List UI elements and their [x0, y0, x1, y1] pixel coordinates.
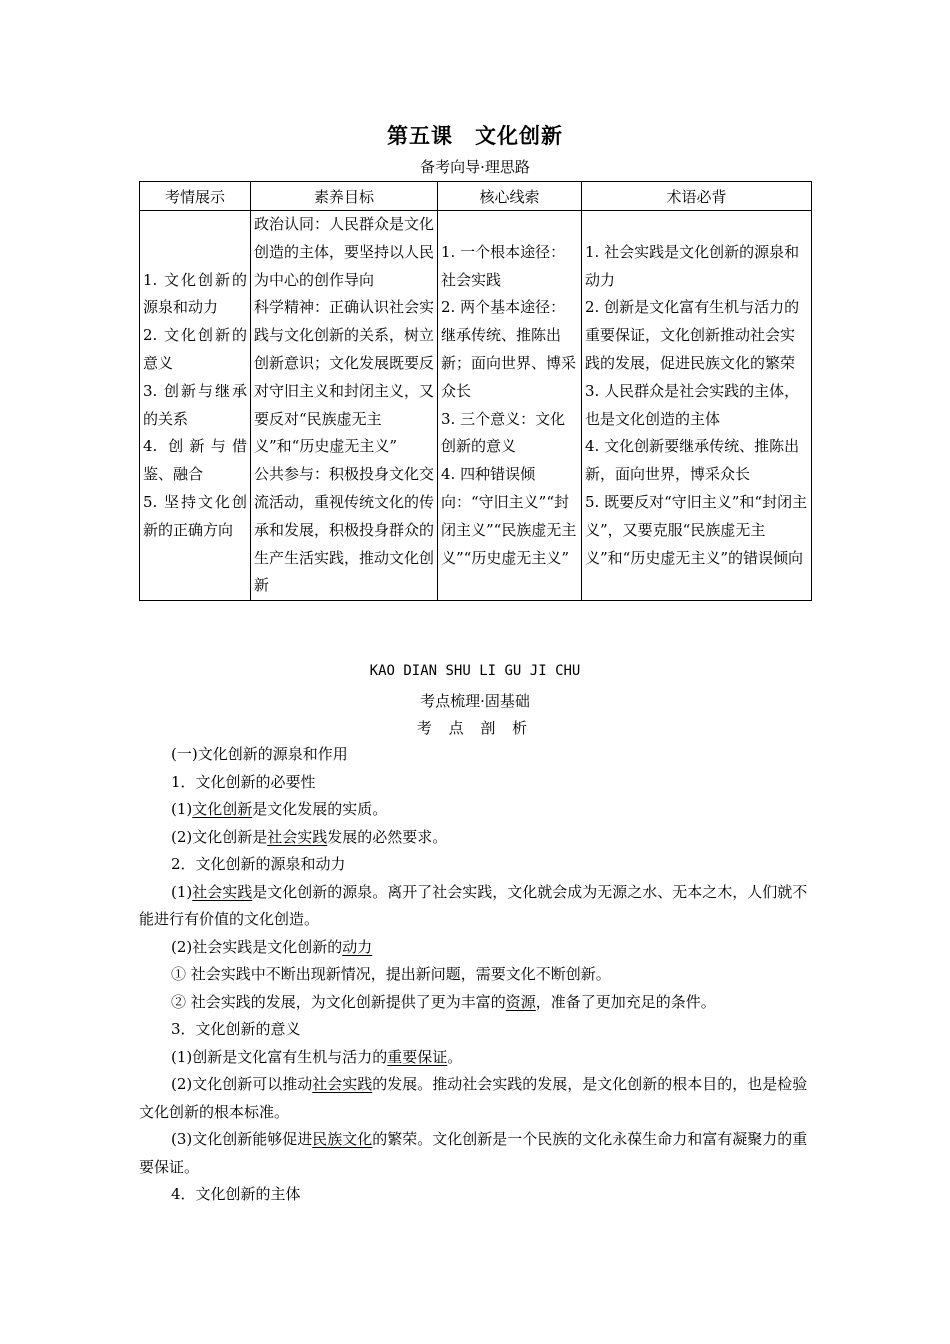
list-item: 4. 四种错误倾向：“守旧主义”“封闭主义”“民族虚无主义”“历史虚无主义”	[441, 465, 577, 567]
text: (1)	[171, 800, 193, 818]
list-item: 3. 三个意义：文化创新的意义	[441, 409, 566, 456]
paragraph	[139, 1071, 811, 1126]
lesson-subtitle: 备考向导·理思路	[420, 158, 530, 176]
study-guide-table	[139, 181, 812, 601]
terms-cell	[582, 211, 812, 601]
subheading-4: 4．文化创新的主体	[171, 1185, 301, 1203]
key-term: 社会实践	[267, 827, 328, 846]
subheading-1: 1．文化创新的必要性	[171, 772, 316, 791]
header-exam-info: 考情展示	[140, 182, 251, 211]
list-item: 4. 创新与借鉴、融合	[143, 437, 247, 484]
list-item: 2. 两个基本途径：继承传统、推陈出新；面向世界、博采众长	[441, 298, 577, 400]
key-term: 社会实践	[192, 882, 253, 901]
list-item: 1. 一个根本途径：社会实践	[441, 242, 566, 289]
table-header-row	[140, 182, 812, 211]
text: (1)	[171, 882, 193, 901]
list-item: 1. 文化创新的源泉和动力	[143, 270, 247, 317]
paragraph	[139, 824, 811, 852]
list-item: 4. 文化创新要继承传统、推陈出新，面向世界，博采众长	[585, 437, 800, 484]
lesson-title: 第五课 文化创新	[387, 124, 563, 148]
section-pinyin: KAO DIAN SHU LI GU JI CHU	[369, 663, 581, 679]
paragraph	[139, 934, 811, 962]
list-item: 2. 创新是文化富有生机与活力的重要保证，文化创新推动社会实践的发展，促进民族文化的繁荣	[585, 298, 800, 372]
key-term: 民族文化	[312, 1130, 373, 1148]
key-term: 社会实践	[312, 1075, 373, 1093]
list-item: 公共参与：积极投身文化交流活动，重视传统文化的传承和发展，积极投身群众的生产生活实践，推动文化创新	[254, 465, 435, 595]
paragraph	[139, 1044, 811, 1072]
list-item: 政治认同：人民群众是文化创造的主体，要坚持以人民为中心的创作导向	[254, 215, 435, 289]
table-row	[140, 211, 812, 601]
text: 是文化发展的实质。	[252, 800, 388, 818]
text: 。	[447, 1047, 463, 1066]
list-item: 5. 既要反对“守旧主义”和“封闭主义”，又要克服“民族虚无主义”和“历史虚无主义”的错误倾向	[585, 492, 808, 567]
text: (2)文化创新是	[171, 827, 268, 846]
list-item: 3. 人民群众是社会实践的主体，也是文化创造的主体	[585, 381, 800, 428]
key-term: 文化创新	[192, 800, 253, 818]
list-item: 3. 创新与继承的关系	[143, 381, 247, 428]
text: ，准备了更加充足的条件。	[535, 992, 716, 1011]
section-title: 考点梳理·固基础	[420, 692, 530, 710]
paragraph	[139, 989, 811, 1017]
text: 发展的必然要求。	[327, 827, 448, 846]
text: 的繁荣。文化创新是一个民族的文化永葆生命力和富有凝聚力的重要保证。	[139, 1130, 808, 1176]
paragraph	[139, 796, 811, 824]
list-item: 2. 文化创新的意义	[143, 326, 247, 372]
text: (2)社会实践是文化创新的	[171, 937, 343, 956]
exam-info-cell	[140, 211, 251, 601]
list-item: 1. 社会实践是文化创新的源泉和动力	[585, 242, 800, 289]
core-clues-cell	[438, 211, 582, 601]
text: 的发展。推动社会实践的发展，是文化创新的根本目的，也是检验文化创新的根本标准。	[139, 1075, 808, 1121]
text: (2)文化创新可以推动	[171, 1075, 313, 1093]
key-term: 重要保证	[387, 1047, 448, 1066]
list-item: 5. 坚持文化创新的正确方向	[143, 492, 247, 539]
key-term: 资源	[505, 992, 536, 1011]
body-text	[139, 741, 811, 1209]
subheading-2: 2．文化创新的源泉和动力	[171, 855, 346, 873]
literacy-goals-cell	[251, 211, 438, 601]
header-terms: 术语必背	[582, 182, 812, 211]
paragraph	[139, 1126, 811, 1181]
subheading-3: 3．文化创新的意义	[171, 1020, 301, 1038]
text: 是文化创新的源泉。离开了社会实践，文化就会成为无源之水、无本之木，人们就不能进行有价值的文化创造。	[139, 882, 808, 928]
list-item: 科学精神：正确认识社会实践与文化创新的关系，树立创新意识；文化发展既要反对守旧主义和封闭主义，又要反对“民族虚无主义”和“历史虚无主义”	[254, 298, 435, 456]
heading-1: (一)文化创新的源泉和作用	[171, 745, 348, 763]
text: ② 社会实践的发展，为文化创新提供了更为丰富的	[171, 992, 506, 1011]
key-term: 动力	[342, 937, 373, 956]
section-subtitle: 考 点 剖 析	[416, 719, 534, 737]
header-core-clues: 核心线索	[438, 182, 582, 211]
text: (1)创新是文化富有生机与活力的	[171, 1047, 388, 1066]
text: (3)文化创新能够促进	[171, 1130, 313, 1148]
header-literacy-goals: 素养目标	[251, 182, 438, 211]
paragraph	[139, 879, 811, 934]
paragraph: ① 社会实践中不断出现新情况，提出新问题，需要文化不断创新。	[171, 965, 611, 983]
